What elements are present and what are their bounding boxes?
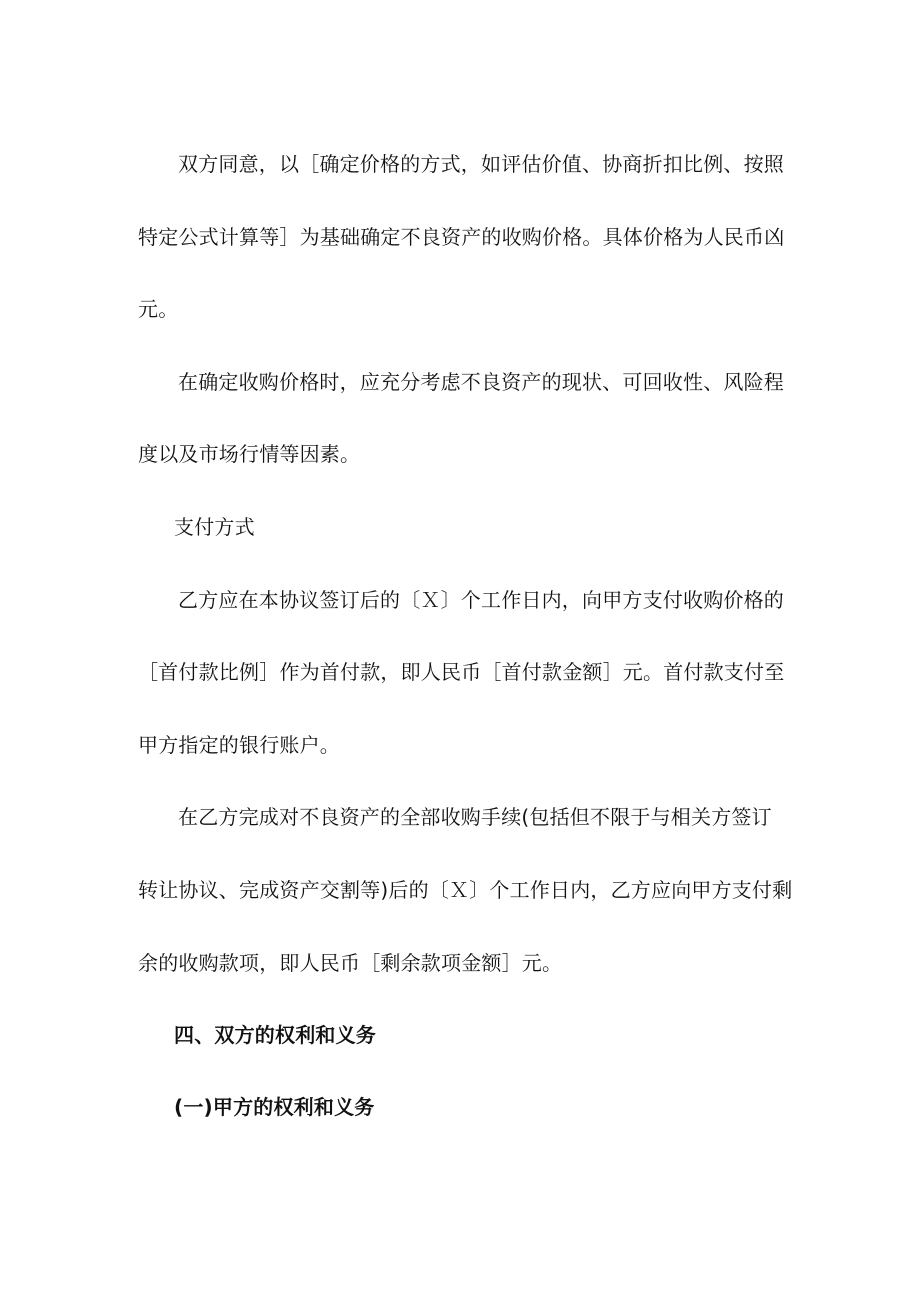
paragraph-line: 特定公式计算等］为基础确定不良资产的收购价格。具体价格为人民币凶 [138,225,785,249]
paragraph-line: 度以及市场行情等因素。 [138,442,361,466]
subsection-heading: (一)甲方的权利和义务 [174,1095,375,1119]
paragraph-line: 在乙方完成对不良资产的全部收购手续(包括但不限于与相关方签订 [178,805,772,829]
paragraph-line: 转让协议、完成资产交割等)后的〔Ｘ〕个工作日内，乙方应向甲方支付剩 [138,878,793,902]
payment-method-label: 支付方式 [174,515,255,539]
paragraph-line: 元。 [138,297,179,321]
paragraph-line: 双方同意，以［确定价格的方式，如评估价值、协商折扣比例、按照 [178,152,784,176]
paragraph-line: ［首付款比例］作为首付款，即人民币［首付款金额］元。首付款支付至 [138,660,785,684]
paragraph-line: 乙方应在本协议签订后的〔Ｘ〕个工作日内，向甲方支付收购价格的 [178,588,784,612]
paragraph-line: 甲方指定的银行账户。 [138,733,340,757]
paragraph-line: 余的收购款项，即人民币［剩余款项金额］元。 [138,951,563,975]
paragraph-line: 在确定收购价格时，应充分考虑不良资产的现状、可回收性、风险程 [178,370,784,394]
section-heading: 四、双方的权利和义务 [174,1023,376,1047]
